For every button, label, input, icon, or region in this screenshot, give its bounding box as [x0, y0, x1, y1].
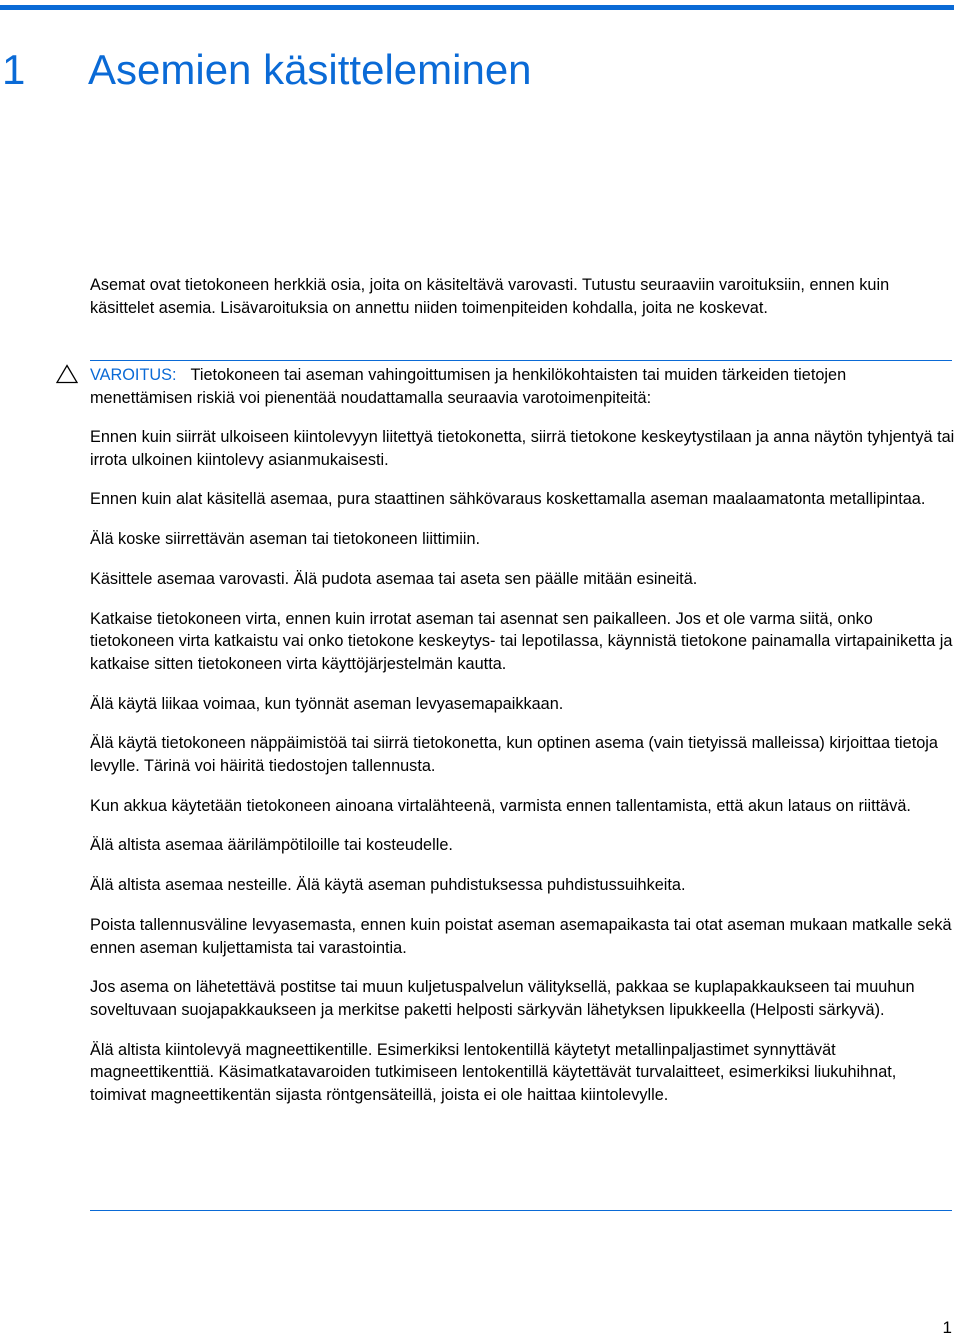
warning-text: Tietokoneen tai aseman vahingoittumisen ja henkilökohtaisten tai muiden tärkeiden tietojen menettämisen riskiä voi pienentää noudattamalla seuraavia varotoimenpiteitä: — [90, 366, 847, 407]
chapter-title: Asemien käsitteleminen — [88, 46, 532, 94]
warning-intro — [90, 364, 952, 410]
warning-label: VAROITUS: — [90, 366, 177, 384]
warning-items — [90, 426, 956, 1124]
warning-item: Älä käytä liikaa voimaa, kun työnnät aseman levyasemapaikkaan. — [90, 694, 564, 713]
chapter-number: 1 — [2, 46, 26, 94]
warning-item: Älä koske siirrettävän aseman tai tietokoneen liittimiin. — [90, 530, 481, 549]
caution-triangle-icon — [56, 364, 78, 384]
warning-item: Ennen kuin alat käsitellä asemaa, pura staattinen sähkövaraus koskettamalla aseman maalaamatonta metallipintaa. — [90, 490, 926, 509]
header-rule — [0, 5, 954, 10]
warning-item: Kun akkua käytetään tietokoneen ainoana virtalähteenä, varmista ennen tallentamista, että akun lataus on riittävä. — [90, 796, 911, 815]
warning-item: Älä käytä tietokoneen näppäimistöä tai siirrä tietokonetta, kun optinen asema (vain tietyissä malleissa) kirjoittaa tietoja levylle. Tärinä voi häiritä tiedostojen tallennusta. — [90, 734, 938, 776]
warning-top-rule — [90, 360, 952, 361]
warning-item: Älä altista asemaa nesteille. Älä käytä aseman puhdistuksessa puhdistussuihkeita. — [90, 876, 686, 895]
page-number: 1 — [942, 1318, 952, 1337]
chapter-heading — [0, 42, 532, 98]
warning-item: Älä altista kiintolevyä magneettikentille. Esimerkiksi lentokentillä käytetyt metallinpaljastimet synnyttävät magneettikenttiä. Käsimatkatavaroiden tutkimiseen lentokentillä käytettävät turvalaitteet, esimerkiksi liukuhihnat, toimivat magneettikentän sijasta röntgensäteillä, joista ei ole haittaa kiintolevylle. — [90, 1040, 897, 1105]
intro-paragraph: Asemat ovat tietokoneen herkkiä osia, joita on käsiteltävä varovasti. Tutustu seuraaviin varoituksiin, ennen kuin käsittelet asemia. Lisävaroituksia on annettu niiden toimenpiteiden kohdalla, joita ne koskevat. — [90, 276, 890, 317]
warning-item: Ennen kuin siirrät ulkoiseen kiintolevyyn liitettyä tietokonetta, siirrä tietokone keskeytystilaan ja anna näytön tyhjentyä tai irrota ulkoinen kiintolevy asianmukaisesti. — [90, 428, 955, 469]
warning-item: Poista tallennusväline levyasemasta, ennen kuin poistat aseman asemapaikasta tai otat aseman mukaan matkalle sekä ennen aseman kuljettamista tai varastointia. — [90, 915, 952, 957]
warning-bottom-rule — [90, 1210, 952, 1211]
warning-item: Käsittele asemaa varovasti. Älä pudota asemaa tai aseta sen päälle mitään esineitä. — [90, 569, 698, 588]
warning-item: Katkaise tietokoneen virta, ennen kuin irrotat aseman tai asennat sen paikalleen. Jos et ole varma siitä, onko tietokoneen virta katkaistu vai onko tietokone keskeytys- tai lepotilassa, käynnistä tietokone painamalla virtapainiketta ja katkaise sitten tietokoneen virta käyttöjärjestelmän kautta. — [90, 609, 953, 673]
warning-item: Älä altista asemaa äärilämpötiloille tai kosteudelle. — [90, 836, 453, 855]
warning-item: Jos asema on lähetettävä postitse tai muun kuljetuspalvelun välityksellä, pakkaa se kuplapakkaukseen tai muuhun soveltuvaan suojapakkaukseen ja merkitse paketti helposti särkyvän lähetyksen lipukkeella (Helposti särkyvä). — [90, 978, 915, 1019]
